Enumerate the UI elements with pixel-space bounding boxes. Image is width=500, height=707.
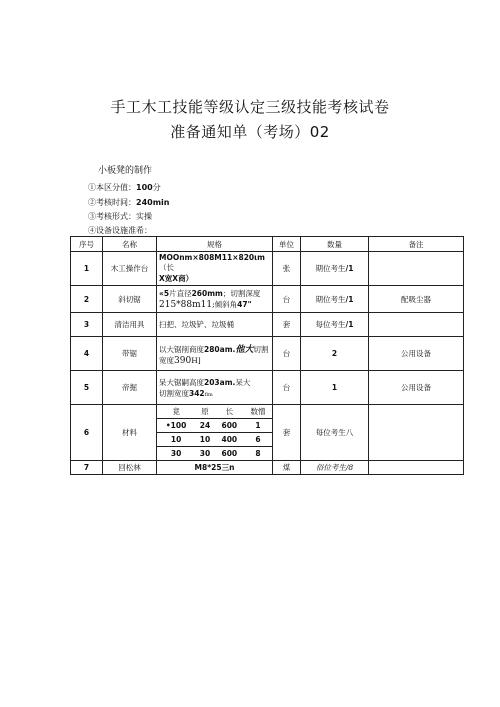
row-name: 木工操作台 — [103, 252, 157, 286]
row-no: 4 — [71, 337, 103, 371]
info-line-score: ①本区分值：100分 — [88, 183, 161, 192]
table-row — [71, 252, 464, 286]
row-name: 清洁用具 — [103, 313, 157, 337]
table-row — [71, 371, 464, 405]
table-row — [71, 337, 464, 371]
row-no: 1 — [71, 252, 103, 286]
table-header-row — [71, 237, 464, 252]
row-spec: 呆大锯嗣高度203am.呆大 切割宽度342flm — [157, 371, 273, 405]
document-title: 手工木工技能等级认定三级技能考核试卷 — [110, 98, 390, 116]
row-unit: 台 — [273, 371, 301, 405]
table-row — [71, 313, 464, 337]
row-qty: 期位考生/1 — [301, 286, 369, 313]
row-qty: 每位考生八 — [301, 405, 369, 461]
row-spec: «5片直径260mm；切割深度 215*88m11;倾斜角47" — [157, 286, 273, 313]
row-no: 7 — [71, 461, 103, 475]
row-no: 5 — [71, 371, 103, 405]
row-no: 2 — [71, 286, 103, 313]
row-unit: 煤 — [273, 461, 301, 475]
table-row — [71, 405, 464, 461]
row-spec — [157, 405, 273, 461]
info-line-equipment: ④设备设施准希： — [88, 226, 152, 235]
document-subtitle: 准备通知单（考场）02 — [170, 123, 330, 141]
row-name: 回松林 — [103, 461, 157, 475]
row-spec: 以大锯削商度280am.他大切割 宽度390H] — [157, 337, 273, 371]
row-spec: 扫把、垃圾铲、垃圾桶 — [157, 313, 273, 337]
row-no: 6 — [71, 405, 103, 461]
row-note — [369, 252, 464, 286]
row-qty: 期位考生/1 — [301, 252, 369, 286]
row-name: 带锯 — [103, 337, 157, 371]
row-unit: 台 — [273, 286, 301, 313]
header-qty: 数量 — [301, 237, 369, 252]
info-line-format: ③考核形式：实操 — [88, 212, 152, 221]
row-spec: MOOnm×808M11×820ιm（长 X宽X商） — [157, 252, 273, 286]
materials-row: 30 30 600 8 — [157, 447, 272, 461]
row-note: 配吸尘器 — [369, 286, 464, 313]
row-name: 斜切锯 — [103, 286, 157, 313]
materials-row: •100 24 600 1 — [157, 419, 272, 433]
row-note — [369, 405, 464, 461]
row-qty: 2 — [301, 337, 369, 371]
row-qty: 俗位考生/8 — [301, 461, 369, 475]
row-note: 公用设备 — [369, 337, 464, 371]
section-heading: 小板凳的制作 — [98, 166, 153, 176]
row-spec: M8*25三n — [157, 461, 273, 475]
row-name: 材料 — [103, 405, 157, 461]
table-row — [71, 461, 464, 475]
row-qty: 每位考生/1 — [301, 313, 369, 337]
row-note: 公用设备 — [369, 371, 464, 405]
row-note — [369, 461, 464, 475]
header-no: 序号 — [71, 237, 103, 252]
row-unit: 套 — [273, 405, 301, 461]
header-note: 备注 — [369, 237, 464, 252]
row-name: 帝掘 — [103, 371, 157, 405]
row-unit: 套 — [273, 313, 301, 337]
materials-header-row: 竟 原 长 数憎 — [172, 407, 266, 416]
equipment-table — [70, 236, 464, 475]
row-unit: 台 — [273, 337, 301, 371]
table-row — [71, 286, 464, 313]
row-no: 3 — [71, 313, 103, 337]
row-unit: 张 — [273, 252, 301, 286]
row-note — [369, 313, 464, 337]
materials-row: 10 10 400 6 — [157, 433, 272, 447]
info-line-time: ②考核时间：240min — [88, 198, 170, 207]
header-unit: 单位 — [273, 237, 301, 252]
materials-table — [157, 405, 272, 460]
row-qty: 1 — [301, 371, 369, 405]
header-spec: 规格 — [157, 237, 273, 252]
header-name: 名称 — [103, 237, 157, 252]
